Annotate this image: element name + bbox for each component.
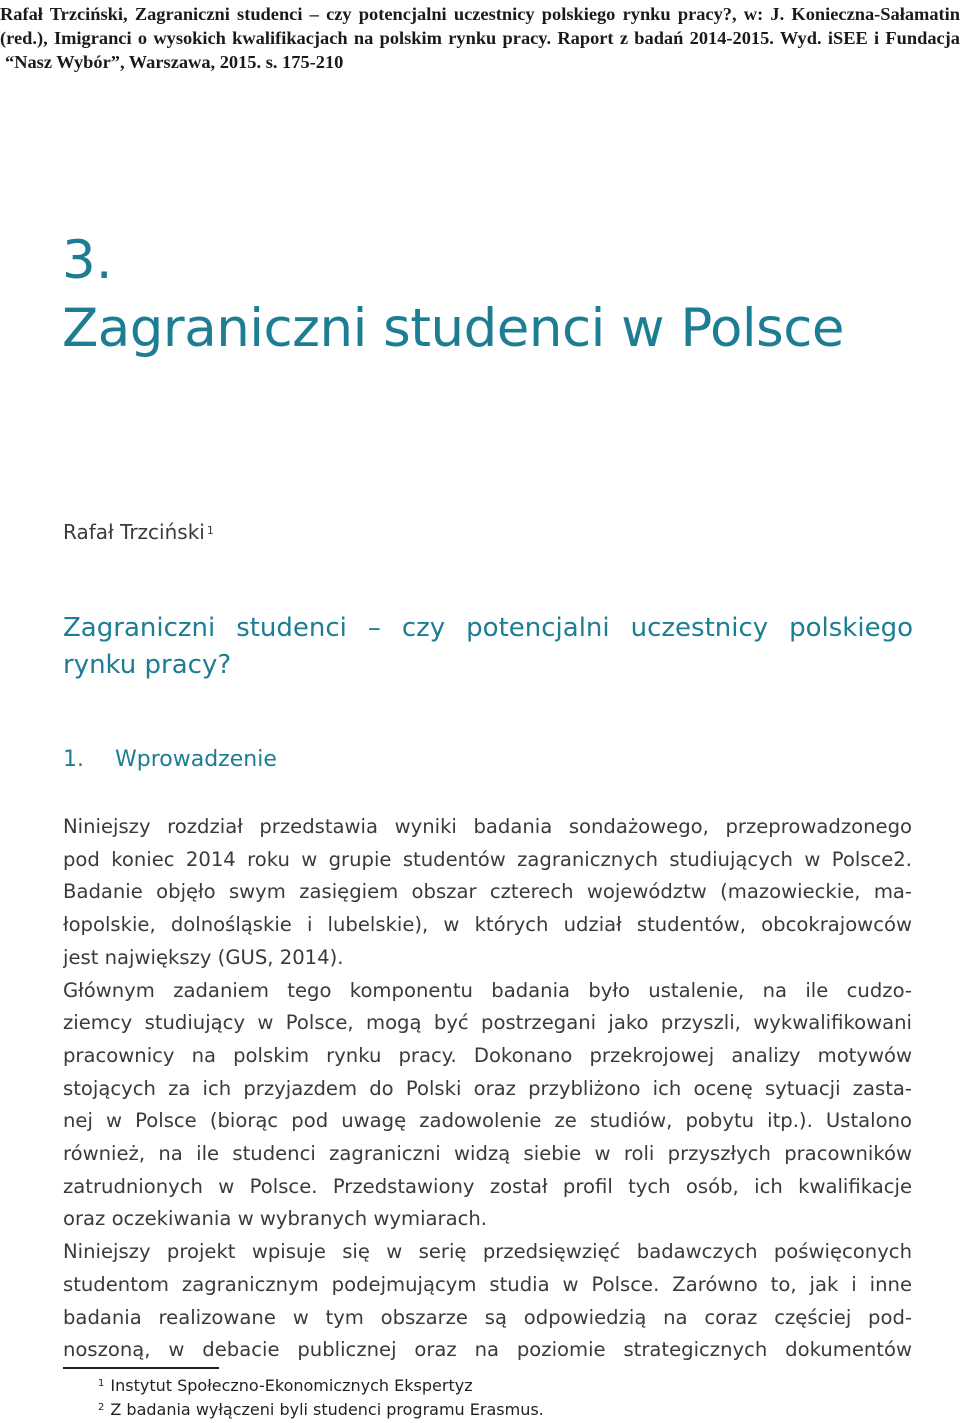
- body-line: łopolskie, dolnośląskie i lubelskie), w których udział studentów, obcokrajowców: [63, 913, 912, 937]
- body-line: badania realizowane w tym obszarze są odpowiedzią na coraz częściej pod-: [63, 1305, 912, 1329]
- footnote-text: Z badania wyłączeni byli studenci programu Erasmus.: [110, 1400, 544, 1419]
- footnote: [98, 1374, 544, 1398]
- chapter-number: 3.: [62, 230, 113, 291]
- body-line: Niniejszy projekt wpisuje się w serię przedsięwzięć badawczych poświęconych: [63, 1240, 912, 1264]
- body-line: Głównym zadaniem tego komponentu badania było ustalenie, na ile cudzo-: [63, 978, 912, 1002]
- body-line: pod koniec 2014 roku w grupie studentów zagranicznych studiujących w Polsce2.: [63, 847, 912, 871]
- body-text: [63, 811, 912, 1367]
- body-line: jest największy (GUS, 2014).: [63, 945, 344, 969]
- footnote-text: Instytut Społeczno-Ekonomicznych Ekspertyz: [110, 1376, 473, 1395]
- body-line: pracownicy na polskim rynku pracy. Dokonano przekrojowej analizy motywów: [63, 1043, 912, 1067]
- chapter-title: Zagraniczni studenci w Polsce: [62, 298, 844, 359]
- footnotes: [98, 1374, 544, 1422]
- section-heading: [63, 745, 277, 775]
- footnote: [98, 1398, 544, 1422]
- citation-line: “Nasz Wybór”, Warszawa, 2015. s. 175-210: [5, 52, 344, 72]
- citation-line: (red.), Imigranci o wysokich kwalifikacjach na polskim rynku pracy. Raport z badań 2014-2015. Wyd. iSEE i Fundacja: [0, 28, 960, 48]
- body-line: studentom zagranicznym podejmującym studia w Polsce. Zarówno to, jak i inne: [63, 1272, 912, 1296]
- article-subtitle: [63, 610, 913, 684]
- section-number: 1.: [63, 747, 84, 772]
- body-line: zatrudnionych w Polsce. Przedstawiony został profil tych osób, ich kwalifikacje: [63, 1174, 912, 1198]
- body-line: Niniejszy rozdział przedstawia wyniki badania sondażowego, przeprowadzonego: [63, 815, 912, 838]
- body-line: oraz oczekiwania w wybranych wymiarach.: [63, 1207, 488, 1231]
- section-title: Wprowadzenie: [115, 747, 277, 772]
- body-line: również, na ile studenci zagraniczni widzą siebie w roli przyszłych pracowników: [63, 1142, 912, 1166]
- citation-line: Rafał Trzciński, Zagraniczni studenci – czy potencjalni uczestnicy polskiego rynku pracy?, w: J. Konieczna-Sałamatin: [0, 4, 960, 24]
- author-line: [63, 517, 214, 547]
- author-name: Rafał Trzciński: [63, 520, 205, 544]
- body-line: nej w Polsce (biorąc pod uwagę zadowolenie ze studiów, pobytu itp.). Ustalono: [63, 1109, 912, 1133]
- author-footnote-marker: 1: [206, 524, 214, 537]
- body-line: ziemcy studiujący w Polsce, mogą być postrzegani jako przyszli, wykwalifikowani: [63, 1011, 912, 1035]
- subtitle-line: rynku pracy?: [63, 650, 232, 680]
- body-line: stojących za ich przyjazdem do Polski oraz przybliżono ich ocenę sytuacji zasta-: [63, 1076, 912, 1100]
- footnote-divider: [63, 1367, 219, 1369]
- citation-header: [0, 2, 960, 74]
- footnote-marker: 1: [98, 1378, 105, 1389]
- body-line: Badanie objęło swym zasięgiem obszar czterech województw (mazowieckie, ma-: [63, 880, 912, 904]
- subtitle-line: Zagraniczni studenci – czy potencjalni uczestnicy polskiego: [63, 613, 913, 643]
- footnote-marker: 2: [98, 1402, 105, 1413]
- body-line: noszoną, w debacie publicznej oraz na poziomie strategicznych dokumentów: [63, 1338, 912, 1362]
